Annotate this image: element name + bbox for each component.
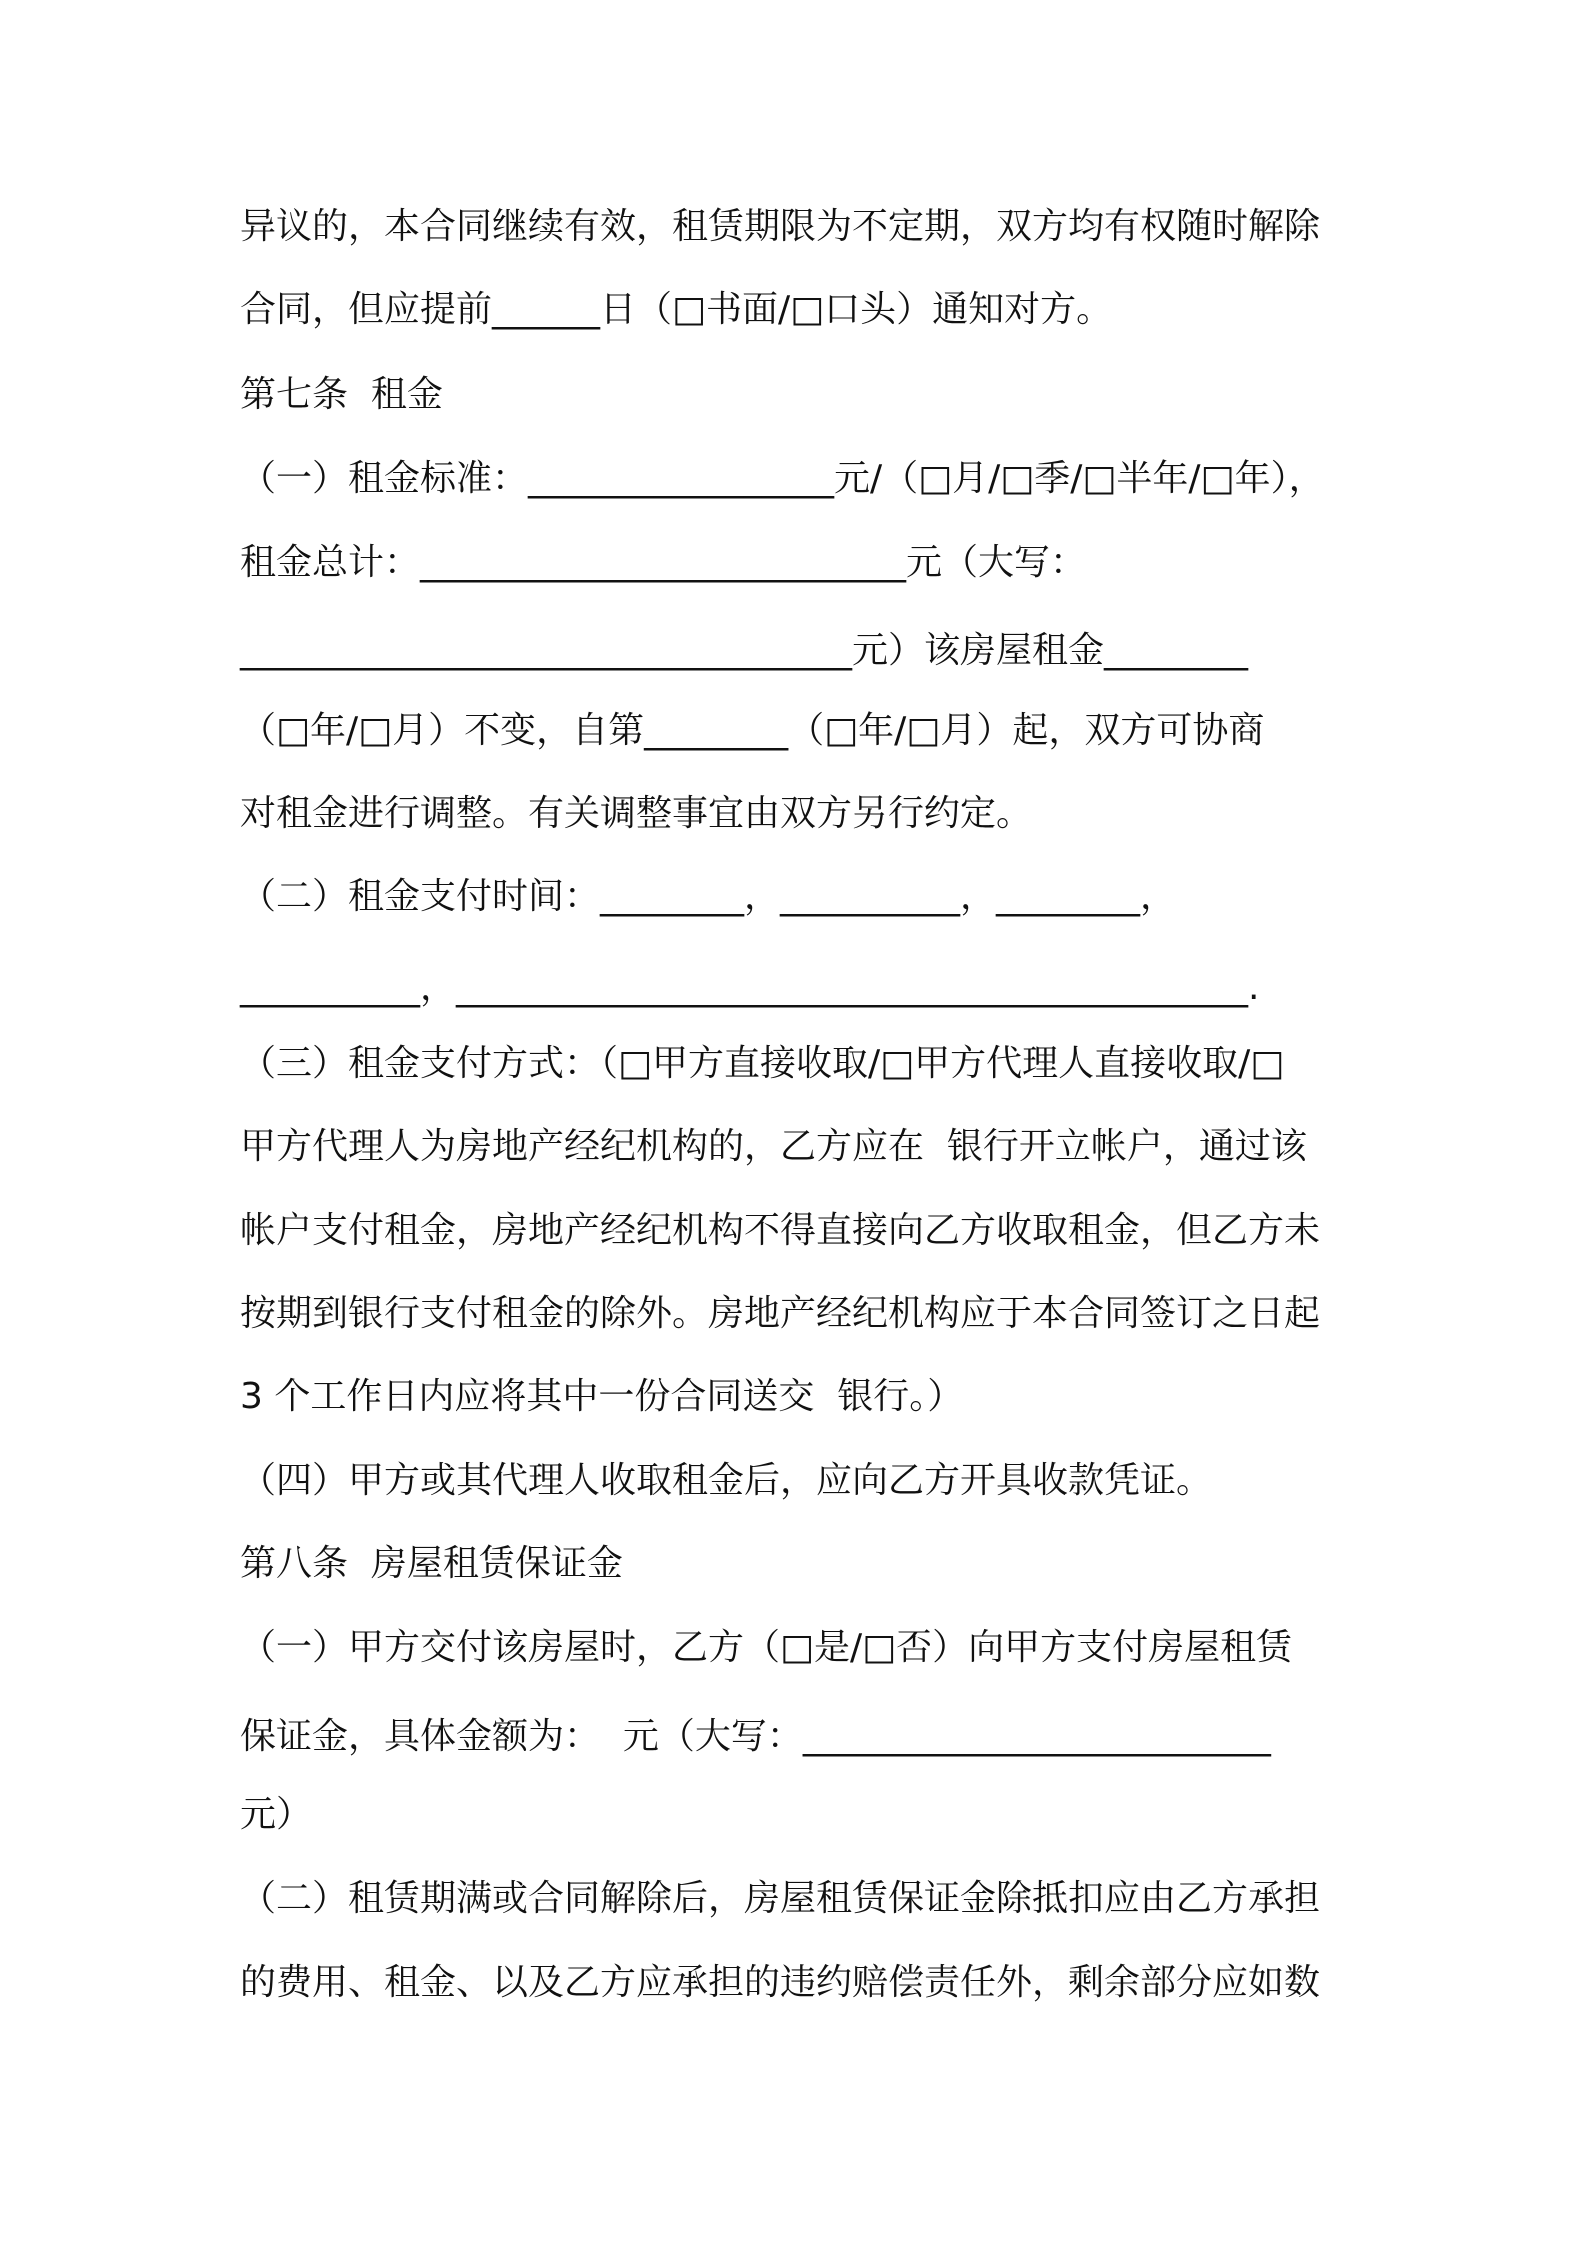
text-line: （三）租金支付方式：（□甲方直接收取/□甲方代理人直接收取/□ (240, 1043, 1285, 1084)
text-line: 帐户支付租金，房地产经纪机构不得直接向乙方收取租金，但乙方未 (240, 1210, 1321, 1251)
text-line: 异议的，本合同继续有效，租赁期限为不定期，双方均有权随时解除 (240, 206, 1321, 247)
text-line: 按期到银行支付租金的除外。房地产经纪机构应于本合同签订之日起 (240, 1293, 1321, 1334)
text-line: （一）甲方交付该房屋时，乙方（□是/□否）向甲方支付房屋租赁 (240, 1627, 1293, 1668)
text-line: （□年/□月）不变，自第________（□年/□月）起，双方可协商 (240, 710, 1265, 751)
text-line: __________________________________元）该房屋租金________ (240, 630, 1249, 671)
text-line: 合同，但应提前______日（□书面/□口头）通知对方。 (240, 289, 1113, 330)
text-line: 甲方代理人为房地产经纪机构的，乙方应在 银行开立帐户，通过该 (240, 1126, 1307, 1167)
text-line: 保证金，具体金额为： 元（大写：__________________________ (240, 1716, 1271, 1757)
text-line: __________，____________________________________________. (240, 967, 1260, 1008)
section-heading: 第七条 租金 (240, 374, 443, 415)
text-line: 对租金进行调整。有关调整事宜由双方另行约定。 (240, 793, 1033, 834)
text-line: 元） (240, 1794, 313, 1835)
section-heading: 第八条 房屋租赁保证金 (240, 1543, 623, 1584)
text-line: （四）甲方或其代理人收取租金后，应向乙方开具收款凭证。 (240, 1460, 1213, 1501)
text-line: 的费用、租金、以及乙方应承担的违约赔偿责任外，剩余部分应如数 (240, 1962, 1321, 2003)
text-line: （二）租赁期满或合同解除后，房屋租赁保证金除抵扣应由乙方承担 (240, 1878, 1321, 1919)
text-line: （二）租金支付时间：________，__________，________， (240, 876, 1177, 917)
text-line: 租金总计：___________________________元（大写： (240, 542, 1087, 583)
text-line: 3 个工作日内应将其中一份合同送交 银行。） (240, 1376, 964, 1417)
text-line: （一）租金标准：_________________元/（□月/□季/□半年/□年）， (240, 458, 1325, 499)
